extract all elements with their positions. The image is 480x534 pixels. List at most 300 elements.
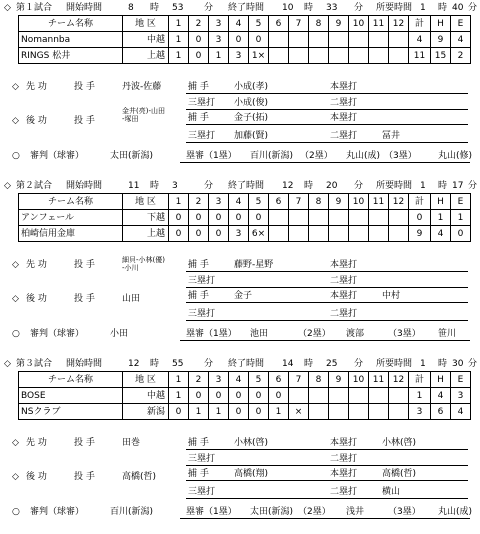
umpire-label: 審判（球審） [30, 507, 85, 517]
start-hour: 12 [128, 359, 140, 369]
second-double: 冨井 [382, 131, 401, 141]
triple-label: 三塁打 [188, 131, 216, 141]
inning-score: 0 [169, 226, 189, 242]
pitcher-label: 投 手 [74, 82, 95, 92]
first-base-umpire-label: 塁審（1塁） [186, 329, 237, 339]
team-name: アンフェール [19, 210, 123, 226]
catcher-label: 捕 手 [188, 438, 209, 448]
hr-label: 本塁打 [330, 260, 358, 270]
inning-score [329, 48, 349, 64]
inning-score [309, 226, 329, 242]
total-runs: 1 [409, 388, 431, 404]
inning-score [369, 210, 389, 226]
inning-score [289, 210, 309, 226]
inning-header: 12 [389, 372, 409, 388]
first-triple: 小成(俊) [234, 98, 269, 108]
double-label: 二塁打 [330, 454, 358, 464]
game-title: 第１試合 [16, 3, 53, 13]
inning-score: 0 [189, 210, 209, 226]
inning-score [389, 388, 409, 404]
inning-score [369, 388, 389, 404]
hits-count: 15 [431, 48, 451, 64]
third-base-umpire: 丸山(成) [346, 151, 381, 161]
first-catcher: 小林(啓) [234, 438, 269, 448]
errors-header: E [451, 16, 471, 32]
second-base-umpire: 渡部 [346, 329, 365, 339]
elapsed-label: 所要時間 [376, 359, 413, 369]
inning-score [389, 48, 409, 64]
detail-row [0, 150, 480, 162]
inning-score: 1× [249, 48, 269, 64]
end-minute: 33 [326, 3, 338, 13]
minute-unit: 分 [204, 3, 214, 13]
inning-header: 1 [169, 372, 189, 388]
second-base-umpire: 浅井 [346, 507, 365, 517]
minute-unit: 分 [354, 181, 364, 191]
inning-score: 0 [189, 226, 209, 242]
first-base-umpire: 百川(新潟) [250, 151, 294, 161]
end-minute: 20 [326, 181, 338, 191]
scoreboard-header-row [19, 16, 471, 32]
team-name-header: チーム名称 [19, 16, 123, 32]
inning-header: 5 [249, 372, 269, 388]
inning-score: 1 [189, 404, 209, 420]
region-header: 地 区 [123, 194, 169, 210]
inning-header: 5 [249, 194, 269, 210]
second-pitcher: 金井(亮)-山田 -塚田 [122, 107, 165, 123]
inning-score: 0 [229, 404, 249, 420]
inning-header: 1 [169, 194, 189, 210]
inning-score: 0 [169, 210, 189, 226]
team-row [19, 404, 471, 420]
inning-score: 0 [209, 388, 229, 404]
inning-header: 9 [329, 372, 349, 388]
triple-label: 三塁打 [188, 309, 216, 319]
team-region: 新潟 [123, 404, 169, 420]
second-triple: 加藤(賢) [234, 131, 269, 141]
end-label: 終了時間 [228, 359, 265, 369]
inning-score: 0 [229, 388, 249, 404]
hour-unit: 時 [150, 3, 160, 13]
hour-unit: 時 [438, 181, 448, 191]
hour-unit: 時 [304, 181, 314, 191]
first-base-umpire-label: 塁審（1塁） [186, 507, 237, 517]
inning-score: 1 [169, 32, 189, 48]
team-row [19, 48, 471, 64]
underline [186, 93, 468, 94]
second-base-umpire-label: （2塁） [298, 329, 331, 339]
inning-score: 1 [209, 404, 229, 420]
plate-umpire: 小田 [110, 329, 129, 339]
total-runs: 9 [409, 226, 431, 242]
inning-header: 2 [189, 16, 209, 32]
elapsed-hour: 1 [420, 359, 426, 369]
team-region: 下越 [123, 210, 169, 226]
double-label: 二塁打 [330, 131, 358, 141]
inning-score [349, 32, 369, 48]
second-base-umpire-label: （2塁） [300, 151, 333, 161]
inning-score [389, 404, 409, 420]
team-region: 上越 [123, 48, 169, 64]
plate-umpire: 太田(新潟) [110, 151, 154, 161]
inning-header: 11 [369, 16, 389, 32]
inning-header: 3 [209, 194, 229, 210]
inning-score [309, 48, 329, 64]
end-hour: 10 [282, 3, 294, 13]
start-minute: 3 [172, 181, 178, 191]
minute-unit: 分 [204, 181, 214, 191]
team-name: NSクラブ [19, 404, 123, 420]
hr-label: 本塁打 [330, 438, 358, 448]
inning-score: 1 [169, 388, 189, 404]
inning-score [329, 32, 349, 48]
errors-count: 0 [451, 226, 471, 242]
elapsed-minute: 40 [452, 3, 464, 13]
end-hour: 14 [282, 359, 294, 369]
total-header: 計 [409, 194, 431, 210]
start-label: 開始時間 [66, 3, 103, 13]
inning-score: 0 [209, 210, 229, 226]
underline [186, 109, 468, 110]
inning-score: 0 [249, 404, 269, 420]
inning-header: 1 [169, 16, 189, 32]
inning-score [309, 210, 329, 226]
underline [186, 449, 468, 450]
catcher-label: 捕 手 [188, 113, 209, 123]
scoreboard-table [18, 371, 471, 420]
hour-unit: 時 [150, 181, 160, 191]
underline [186, 498, 468, 499]
underline [186, 302, 468, 303]
inning-score [349, 48, 369, 64]
inning-score [289, 48, 309, 64]
inning-score: 0 [229, 32, 249, 48]
circle-icon: ○ [12, 151, 20, 161]
inning-header: 11 [369, 194, 389, 210]
first-attack-label: 先 功 [26, 260, 47, 270]
team-region: 上越 [123, 226, 169, 242]
first-attack-label: 先 功 [26, 82, 47, 92]
catcher-label: 捕 手 [188, 82, 209, 92]
double-label: 二塁打 [330, 98, 358, 108]
catcher-label: 捕 手 [188, 260, 209, 270]
circle-icon: ○ [12, 507, 20, 517]
elapsed-minute: 17 [452, 181, 464, 191]
inning-score: 0 [249, 32, 269, 48]
end-hour: 12 [282, 181, 294, 191]
underline [180, 162, 470, 163]
diamond-icon: ◇ [4, 3, 11, 13]
errors-header: E [451, 194, 471, 210]
region-header: 地 区 [123, 16, 169, 32]
inning-score [269, 210, 289, 226]
diamond-icon: ◇ [12, 294, 19, 304]
triple-label: 三塁打 [188, 98, 216, 108]
inning-header: 2 [189, 372, 209, 388]
circle-icon: ○ [12, 329, 20, 339]
inning-header: 3 [209, 16, 229, 32]
inning-score: 0 [209, 226, 229, 242]
inning-header: 12 [389, 194, 409, 210]
second-catcher: 高橋(翔) [234, 469, 269, 479]
detail-row [0, 453, 480, 465]
inning-score [329, 210, 349, 226]
hr-label: 本塁打 [330, 291, 358, 301]
total-runs: 4 [409, 32, 431, 48]
inning-score [309, 388, 329, 404]
hits-count: 4 [431, 226, 451, 242]
hour-unit: 時 [304, 3, 314, 13]
triple-label: 三塁打 [188, 276, 216, 286]
end-minute: 25 [326, 359, 338, 369]
inning-score: × [289, 404, 309, 420]
game-header [0, 2, 480, 14]
end-label: 終了時間 [228, 181, 265, 191]
double-label: 二塁打 [330, 487, 358, 497]
detail-row [0, 107, 480, 127]
detail-row [0, 486, 480, 498]
errors-count: 2 [451, 48, 471, 64]
hour-unit: 時 [438, 359, 448, 369]
inning-score [269, 226, 289, 242]
inning-score: 3 [229, 48, 249, 64]
pitcher-label: 投 手 [74, 294, 95, 304]
extra-umpire: 丸山(修) [438, 151, 473, 161]
hits-header: H [431, 16, 451, 32]
triple-label: 三塁打 [188, 487, 216, 497]
detail-row [0, 130, 480, 142]
end-label: 終了時間 [228, 3, 265, 13]
detail-row [0, 308, 480, 320]
inning-header: 8 [309, 194, 329, 210]
elapsed-hour: 1 [420, 181, 426, 191]
minute-unit: 分 [468, 181, 478, 191]
elapsed-label: 所要時間 [376, 3, 413, 13]
inning-header: 6 [269, 372, 289, 388]
first-base-umpire-label: 塁審（1塁） [186, 151, 237, 161]
total-runs: 11 [409, 48, 431, 64]
double-label: 二塁打 [330, 276, 358, 286]
minute-unit: 分 [468, 359, 478, 369]
inning-score [349, 226, 369, 242]
inning-score: 1 [209, 48, 229, 64]
third-base-umpire-label: （3塁） [388, 329, 421, 339]
errors-count: 3 [451, 388, 471, 404]
underline [186, 287, 468, 288]
scoreboard-header-row [19, 194, 471, 210]
detail-row [0, 328, 480, 340]
pitcher-label: 投 手 [74, 116, 95, 126]
hour-unit: 時 [150, 359, 160, 369]
second-pitcher: 山田 [122, 294, 141, 304]
inning-score [389, 210, 409, 226]
catcher-label: 捕 手 [188, 469, 209, 479]
detail-row [0, 275, 480, 287]
first-pitcher: 田巻 [122, 438, 141, 448]
second-catcher: 金子 [234, 291, 253, 301]
detail-row [0, 437, 480, 449]
inning-score [329, 404, 349, 420]
diamond-icon: ◇ [12, 82, 19, 92]
inning-score [369, 32, 389, 48]
second-double: 横山 [382, 487, 401, 497]
underline [180, 340, 470, 341]
underline [180, 518, 470, 519]
detail-row [0, 506, 480, 518]
elapsed-minute: 30 [452, 359, 464, 369]
catcher-label: 捕 手 [188, 291, 209, 301]
team-name: RINGS 松井 [19, 48, 123, 64]
inning-header: 2 [189, 194, 209, 210]
team-row [19, 226, 471, 242]
pitcher-label: 投 手 [74, 472, 95, 482]
errors-count: 1 [451, 210, 471, 226]
diamond-icon: ◇ [12, 116, 19, 126]
team-name-header: チーム名称 [19, 194, 123, 210]
inning-header: 6 [269, 194, 289, 210]
errors-count: 4 [451, 32, 471, 48]
inning-header: 4 [229, 194, 249, 210]
detail-row [0, 293, 480, 305]
total-runs: 3 [409, 404, 431, 420]
third-base-umpire-label: （3塁） [384, 151, 417, 161]
underline [186, 142, 468, 143]
second-attack-label: 後 功 [26, 472, 47, 482]
hr-label: 本塁打 [330, 82, 358, 92]
inning-header: 11 [369, 372, 389, 388]
underline [186, 480, 468, 481]
second-base-umpire-label: （2塁） [298, 507, 331, 517]
inning-score: 1 [169, 48, 189, 64]
detail-row [0, 81, 480, 93]
umpire-label: 審判（球審） [30, 151, 85, 161]
hour-unit: 時 [438, 3, 448, 13]
double-label: 二塁打 [330, 309, 358, 319]
first-catcher: 小成(孝) [234, 82, 269, 92]
third-base-umpire: 笹川 [438, 329, 457, 339]
team-name-header: チーム名称 [19, 372, 123, 388]
diamond-icon: ◇ [12, 472, 19, 482]
first-base-umpire: 池田 [250, 329, 269, 339]
inning-score [369, 226, 389, 242]
inning-score [269, 48, 289, 64]
inning-score: 0 [169, 404, 189, 420]
inning-header: 5 [249, 16, 269, 32]
inning-score: 0 [269, 388, 289, 404]
total-runs: 0 [409, 210, 431, 226]
inning-score [289, 32, 309, 48]
hits-count: 4 [431, 388, 451, 404]
inning-header: 10 [349, 16, 369, 32]
elapsed-label: 所要時間 [376, 181, 413, 191]
diamond-icon: ◇ [4, 359, 11, 369]
first-catcher: 藤野-星野 [234, 260, 274, 270]
second-hr: 中村 [382, 291, 401, 301]
hr-label: 本塁打 [330, 469, 358, 479]
hour-unit: 時 [304, 359, 314, 369]
plate-umpire: 百川(新潟) [110, 507, 154, 517]
team-region: 中越 [123, 32, 169, 48]
underline [186, 271, 468, 272]
hits-count: 6 [431, 404, 451, 420]
start-label: 開始時間 [66, 181, 103, 191]
inning-score: 0 [229, 210, 249, 226]
underline [186, 465, 468, 466]
game-title: 第２試合 [16, 181, 53, 191]
second-attack-label: 後 功 [26, 116, 47, 126]
inning-score [349, 388, 369, 404]
inning-score: 0 [189, 388, 209, 404]
game-title: 第３試合 [16, 359, 53, 369]
game-header [0, 180, 480, 192]
underline [186, 320, 468, 321]
elapsed-hour: 1 [420, 3, 426, 13]
scoreboard-table [18, 15, 471, 64]
detail-row [0, 471, 480, 483]
inning-header: 4 [229, 16, 249, 32]
inning-score [329, 388, 349, 404]
start-minute: 53 [172, 3, 184, 13]
underline [186, 124, 468, 125]
first-attack-label: 先 功 [26, 438, 47, 448]
first-pitcher: 細貝-小林(優) -小川 [122, 256, 165, 272]
third-base-umpire-label: （3塁） [388, 507, 421, 517]
hr-label: 本塁打 [330, 113, 358, 123]
start-label: 開始時間 [66, 359, 103, 369]
inning-score [289, 388, 309, 404]
team-row [19, 210, 471, 226]
first-hr: 小林(啓) [382, 438, 417, 448]
inning-header: 8 [309, 372, 329, 388]
inning-score [369, 404, 389, 420]
triple-label: 三塁打 [188, 454, 216, 464]
inning-score: 3 [209, 32, 229, 48]
inning-score: 0 [249, 388, 269, 404]
second-attack-label: 後 功 [26, 294, 47, 304]
errors-count: 4 [451, 404, 471, 420]
inning-score [269, 32, 289, 48]
inning-score: 0 [249, 210, 269, 226]
inning-score: 0 [189, 32, 209, 48]
inning-header: 7 [289, 194, 309, 210]
inning-score [369, 48, 389, 64]
team-row [19, 388, 471, 404]
inning-header: 6 [269, 16, 289, 32]
team-region: 中越 [123, 388, 169, 404]
inning-header: 3 [209, 372, 229, 388]
inning-score: 1 [269, 404, 289, 420]
team-name: 柏崎信用金庫 [19, 226, 123, 242]
scoreboard-table [18, 193, 471, 242]
start-hour: 11 [128, 181, 140, 191]
diamond-icon: ◇ [12, 260, 19, 270]
inning-score [289, 226, 309, 242]
diamond-icon: ◇ [12, 438, 19, 448]
first-base-umpire: 太田(新潟) [250, 507, 294, 517]
third-base-umpire: 丸山(成) [438, 507, 473, 517]
minute-unit: 分 [204, 359, 214, 369]
inning-header: 7 [289, 372, 309, 388]
inning-score: 0 [189, 48, 209, 64]
hits-count: 1 [431, 210, 451, 226]
hits-count: 9 [431, 32, 451, 48]
start-hour: 8 [128, 3, 134, 13]
inning-header: 7 [289, 16, 309, 32]
first-pitcher: 丹波-佐藤 [122, 82, 162, 92]
pitcher-label: 投 手 [74, 260, 95, 270]
scoreboard-header-row [19, 372, 471, 388]
pitcher-label: 投 手 [74, 438, 95, 448]
